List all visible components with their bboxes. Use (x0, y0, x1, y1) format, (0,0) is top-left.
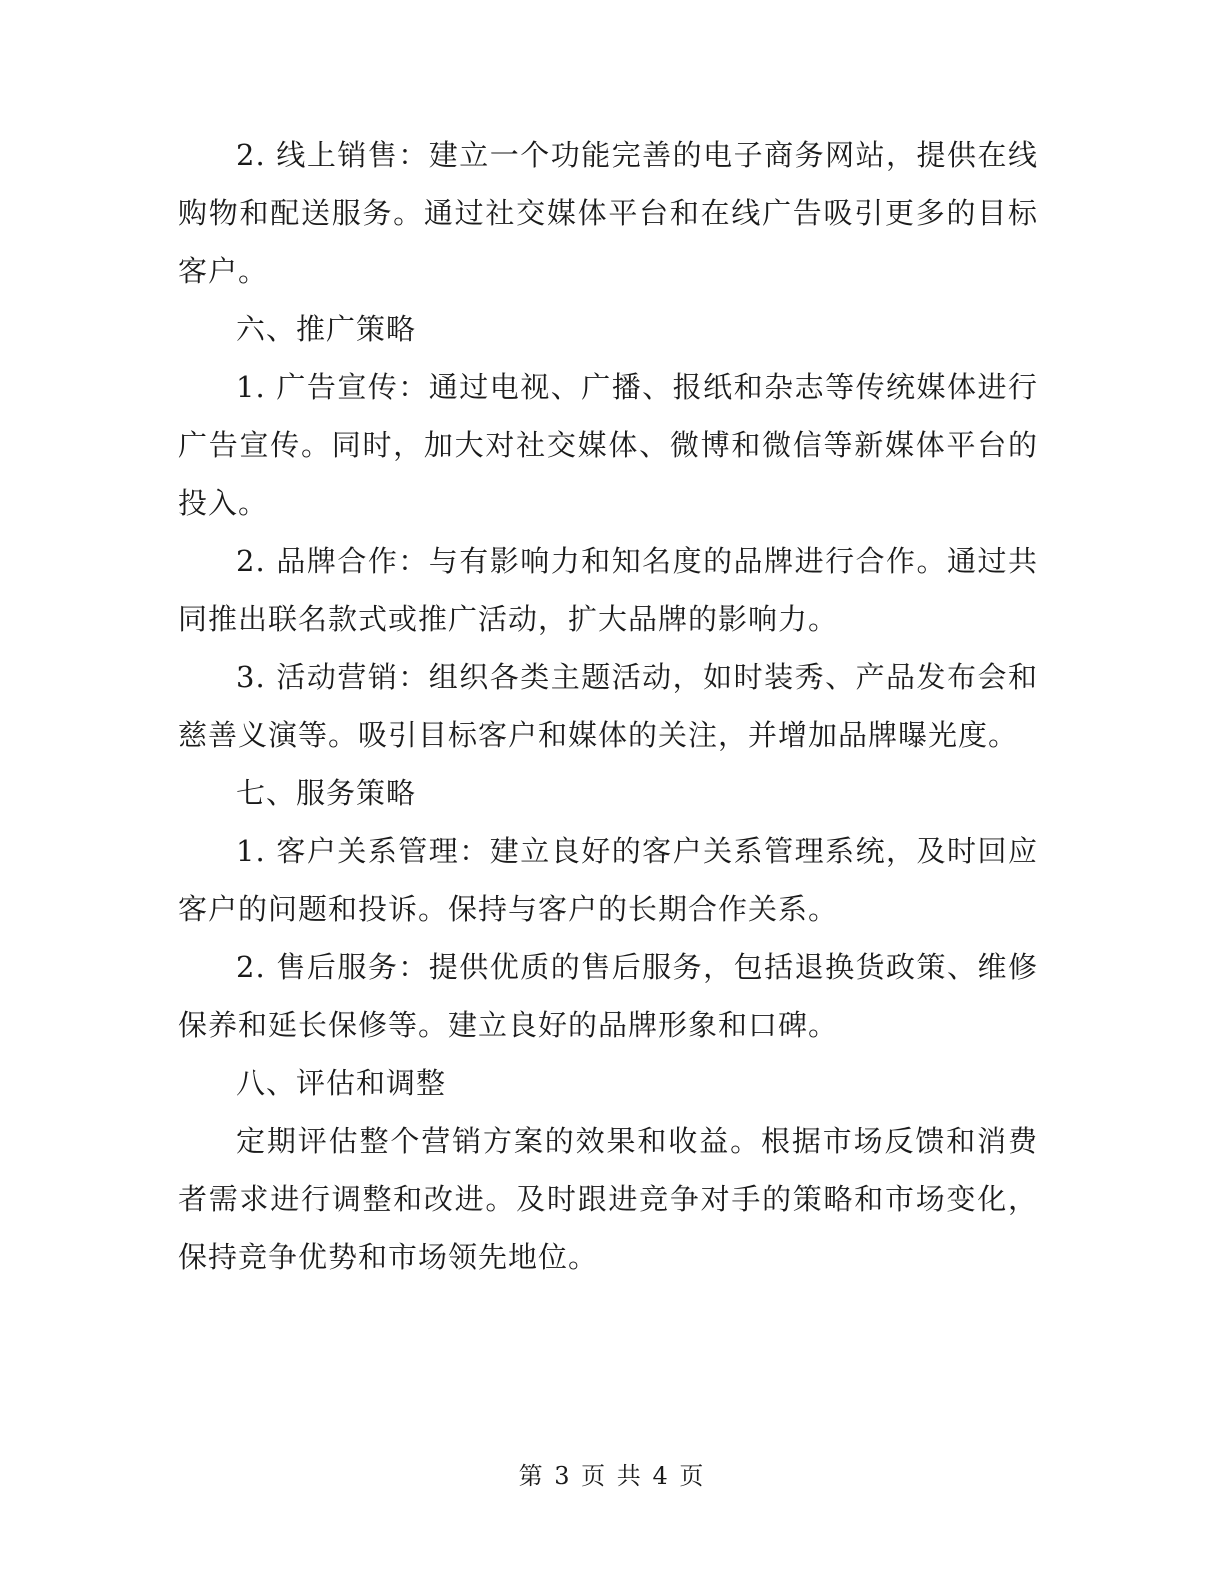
paragraph-advertising: 1. 广告宣传：通过电视、广播、报纸和杂志等传统媒体进行广告宣传。同时，加大对社交媒体、微博和微信等新媒体平台的投入。 (178, 370, 1038, 520)
paragraph-evaluation: 定期评估整个营销方案的效果和收益。根据市场反馈和消费者需求进行调整和改进。及时跟进竞争对手的策略和市场变化，保持竞争优势和市场领先地位。 (178, 1124, 1038, 1274)
section-heading-service: 七、服务策略 (236, 776, 417, 810)
paragraph-online-sales: 2. 线上销售：建立一个功能完善的电子商务网站，提供在线购物和配送服务。通过社交媒体平台和在线广告吸引更多的目标客户。 (178, 138, 1038, 288)
document-body (178, 126, 1038, 1286)
paragraph-after-sales: 2. 售后服务：提供优质的售后服务，包括退换货政策、维修保养和延长保修等。建立良好的品牌形象和口碑。 (178, 950, 1038, 1042)
paragraph-brand-cooperation: 2. 品牌合作：与有影响力和知名度的品牌进行合作。通过共同推出联名款式或推广活动，扩大品牌的影响力。 (178, 544, 1038, 636)
section-heading-promotion: 六、推广策略 (236, 312, 417, 346)
page-number-footer: 第 3 页 共 4 页 (518, 1462, 706, 1490)
paragraph-crm: 1. 客户关系管理：建立良好的客户关系管理系统，及时回应客户的问题和投诉。保持与客户的长期合作关系。 (178, 834, 1038, 926)
paragraph-event-marketing: 3. 活动营销：组织各类主题活动，如时装秀、产品发布会和慈善义演等。吸引目标客户和媒体的关注，并增加品牌曝光度。 (178, 660, 1038, 752)
section-heading-evaluation: 八、评估和调整 (236, 1066, 447, 1100)
